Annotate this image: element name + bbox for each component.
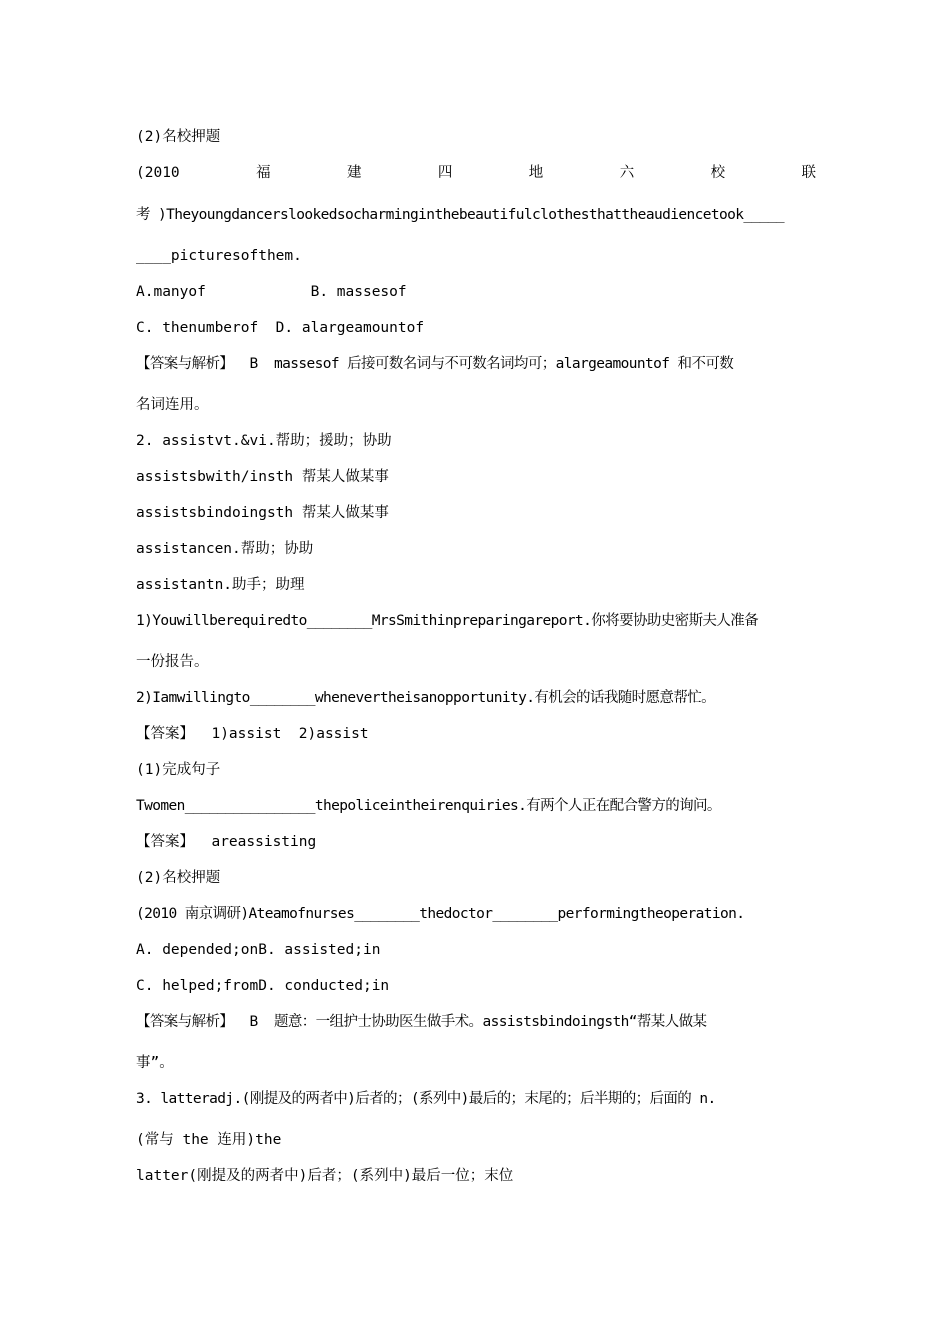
vocab-usage: assistantn.助手；助理 — [136, 577, 305, 593]
question-text: (2010 南京调研)Ateamofnurses________thedoctor________performingtheoperation. — [136, 906, 745, 922]
text-fragment: 六 — [619, 165, 635, 181]
vocab-usage: assistsbwith/insth 帮某人做某事 — [136, 469, 389, 485]
exercise-sentence: Twomen________________thepoliceintheirenquiries.有两个人正在配合警方的询问。 — [136, 798, 721, 814]
answer-options: C. thenumberof D. alargeamountof — [136, 320, 425, 336]
answer-options: A. depended;onB. assisted;in — [136, 942, 381, 958]
question-text: 考 )Theyoungdancerslookedsocharminginthebeautifulclothesthattheaudiencetook_____ — [136, 207, 785, 223]
question-text: ____picturesofthem. — [136, 248, 302, 264]
vocab-heading: 2. assistvt.&vi.帮助；援助；协助 — [136, 433, 392, 449]
justified-source-line — [136, 163, 816, 183]
section-heading: (1)完成句子 — [136, 762, 221, 778]
exercise-sentence: 1)Youwillberequiredto________MrsSmithinpreparingareport.你将要协助史密斯夫人准备 — [136, 613, 759, 629]
answer-line: 【答案】 areassisting — [136, 834, 317, 850]
vocab-usage: assistancen.帮助；协助 — [136, 541, 314, 557]
text-fragment: 地 — [528, 165, 544, 181]
answer-options: C. helped;fromD. conducted;in — [136, 978, 390, 994]
answer-explanation: 事”。 — [136, 1055, 174, 1071]
text-fragment: 福 — [256, 165, 271, 181]
answer-explanation: 名词连用。 — [136, 397, 209, 413]
exercise-sentence: 一份报告。 — [136, 654, 209, 670]
section-heading: (2)名校押题 — [136, 129, 221, 145]
text-fragment: 联 — [801, 165, 816, 181]
answer-line: 【答案】 1)assist 2)assist — [136, 726, 369, 742]
vocab-usage: (常与 the 连用)the — [136, 1132, 282, 1148]
vocab-usage: assistsbindoingsth 帮某人做某事 — [136, 505, 389, 521]
text-fragment: 建 — [346, 165, 362, 181]
answer-explanation: 【答案与解析】 B 题意：一组护士协助医生做手术。assistsbindoingsth“帮某人做某 — [136, 1014, 707, 1030]
answer-options: A.manyof B. massesof — [136, 284, 407, 300]
text-fragment: 四 — [437, 165, 453, 181]
text-fragment: (2010 — [136, 165, 180, 181]
exercise-sentence: 2)Iamwillingto________whenevertheisanopportunity.有机会的话我随时愿意帮忙。 — [136, 690, 716, 706]
vocab-usage: latter(刚提及的两者中)后者；(系列中)最后一位；末位 — [136, 1168, 514, 1184]
text-fragment: 校 — [710, 165, 726, 181]
vocab-heading: 3. latteradj.(刚提及的两者中)后者的；(系列中)最后的；末尾的；后半期的；后面的 n. — [136, 1091, 716, 1107]
answer-explanation: 【答案与解析】 B massesof 后接可数名词与不可数名词均可；alargeamountof 和不可数 — [136, 356, 734, 372]
section-heading: (2)名校押题 — [136, 870, 221, 886]
